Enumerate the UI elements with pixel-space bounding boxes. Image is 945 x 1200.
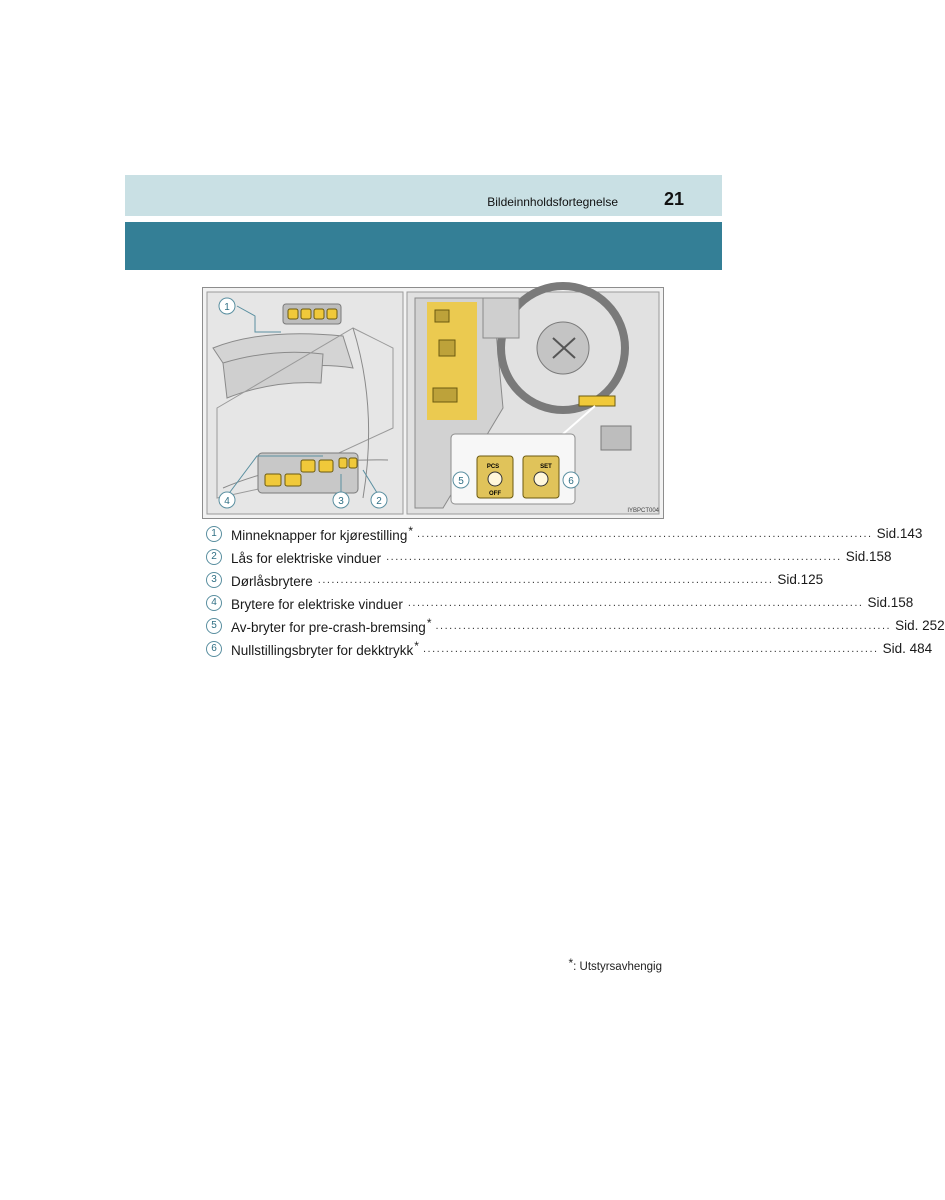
page-reference[interactable]: Sid. 484 bbox=[882, 641, 933, 656]
callout-1: 1 bbox=[224, 302, 230, 313]
footnote-star: * bbox=[568, 956, 574, 970]
callout-2: 2 bbox=[376, 496, 382, 507]
dot-leader: .................................................................................................... bbox=[422, 642, 879, 655]
list-item bbox=[206, 522, 923, 545]
item-label: Nullstillingsbryter for dekktrykk* bbox=[231, 639, 419, 658]
optional-marker: * bbox=[414, 639, 419, 653]
item-number: 5 bbox=[206, 618, 222, 634]
page-reference[interactable]: Sid.125 bbox=[777, 572, 824, 587]
item-label: Brytere for elektriske vinduer bbox=[231, 597, 403, 612]
list-item bbox=[206, 614, 945, 637]
list-item bbox=[206, 591, 914, 614]
figure-code: IYBPCT004 bbox=[627, 508, 659, 514]
optional-marker: * bbox=[408, 524, 413, 538]
callout-3: 3 bbox=[338, 496, 344, 507]
list-item bbox=[206, 568, 824, 591]
item-number: 4 bbox=[206, 595, 222, 611]
item-number: 1 bbox=[206, 526, 222, 542]
set-label: SET bbox=[540, 464, 552, 470]
callout-5: 5 bbox=[458, 476, 464, 487]
section-title: Bildeinnholdsfortegnelse bbox=[487, 195, 618, 209]
dot-leader: .................................................................................................... bbox=[386, 550, 842, 563]
footnote bbox=[568, 956, 662, 973]
footnote-text: : Utstyrsavhengig bbox=[573, 961, 662, 973]
item-number: 2 bbox=[206, 549, 222, 565]
item-number: 3 bbox=[206, 572, 222, 588]
page-reference[interactable]: Sid. 252 bbox=[895, 618, 945, 633]
item-label: Dørlåsbrytere bbox=[231, 574, 313, 589]
pcs-off-label: OFF bbox=[489, 491, 501, 497]
callout-6: 6 bbox=[568, 476, 574, 487]
page-reference[interactable]: Sid.158 bbox=[867, 595, 914, 610]
button-inset bbox=[451, 434, 575, 504]
dot-leader: .................................................................................................... bbox=[317, 573, 774, 586]
pcs-label: PCS bbox=[486, 464, 500, 470]
item-number: 6 bbox=[206, 641, 222, 657]
component-index bbox=[206, 522, 945, 660]
door-panel-view bbox=[207, 292, 403, 514]
page-number: 21 bbox=[663, 189, 684, 209]
section-banner bbox=[125, 222, 722, 270]
interior-illustration bbox=[202, 287, 664, 519]
callout-4: 4 bbox=[224, 496, 230, 507]
item-label: Av-bryter for pre-crash-bremsing* bbox=[231, 616, 432, 635]
optional-marker: * bbox=[426, 616, 432, 630]
item-label: Lås for elektriske vinduer bbox=[231, 551, 382, 566]
page-reference[interactable]: Sid.143 bbox=[876, 526, 923, 541]
list-item bbox=[206, 545, 892, 568]
page-reference[interactable]: Sid.158 bbox=[845, 549, 892, 564]
dot-leader: .................................................................................................... bbox=[435, 619, 892, 632]
item-label: Minneknapper for kjørestilling* bbox=[231, 524, 413, 543]
dot-leader: .................................................................................................... bbox=[407, 596, 864, 609]
dot-leader: .................................................................................................... bbox=[417, 527, 873, 540]
list-item bbox=[206, 637, 933, 660]
page-header bbox=[125, 175, 722, 216]
